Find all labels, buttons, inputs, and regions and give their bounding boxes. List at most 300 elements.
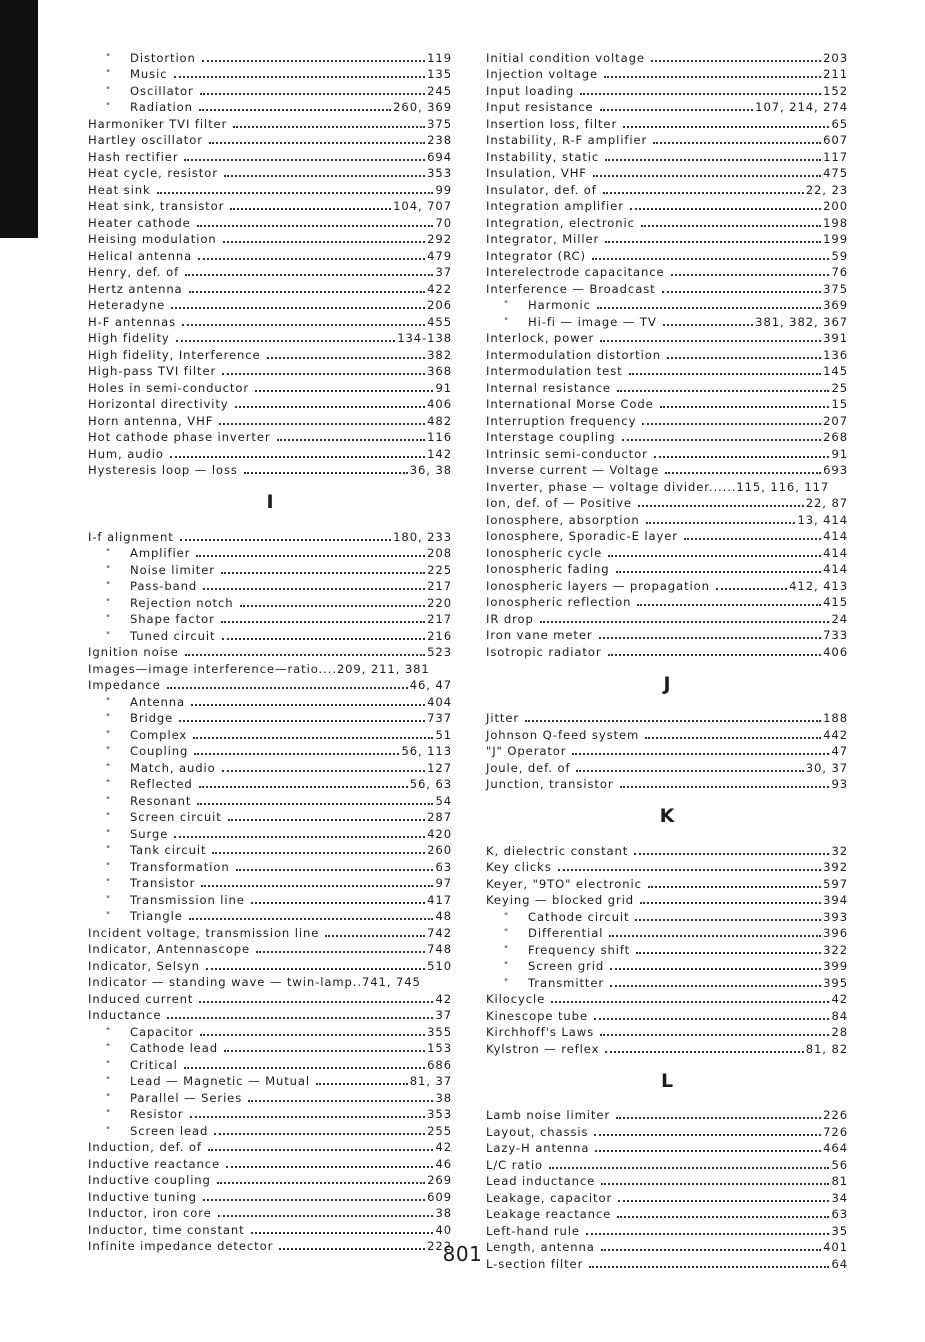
dot-leader	[200, 1034, 425, 1036]
ditto-mark: "	[106, 614, 112, 624]
page-reference: 510	[427, 958, 452, 973]
index-term: High fidelity, Interference	[88, 347, 261, 362]
dot-leader	[256, 951, 425, 953]
index-entry	[486, 477, 848, 494]
dot-leader	[605, 159, 821, 161]
dot-leader	[200, 93, 425, 95]
index-term: Bridge	[130, 711, 174, 725]
index-term: Intermodulation test	[486, 364, 623, 378]
index-term: Leakage reactance	[486, 1207, 612, 1221]
index-term: Injection voltage	[486, 67, 599, 81]
ditto-mark: "	[106, 1059, 112, 1070]
dot-leader	[597, 307, 821, 309]
page-reference: 142	[427, 446, 452, 461]
dot-leader	[224, 175, 425, 177]
index-entry	[88, 923, 452, 940]
index-term: Distortion	[130, 50, 196, 65]
dot-leader	[620, 786, 830, 788]
index-term: Input loading	[486, 83, 575, 98]
index-term: Left-hand rule	[486, 1223, 580, 1238]
dot-leader	[636, 952, 821, 954]
index-term: Ionosphere, absorption	[486, 512, 640, 527]
index-term: Horizontal directivity	[88, 397, 229, 411]
index-entry	[486, 1139, 848, 1156]
ditto-mark: "	[106, 878, 112, 888]
index-term: Incident voltage, transmission line	[88, 925, 320, 940]
index-subentry	[88, 98, 452, 115]
dot-leader	[640, 902, 821, 904]
dot-leader	[214, 1133, 425, 1135]
index-term: Holes in semi-conductor	[88, 380, 250, 395]
dot-leader	[609, 935, 821, 937]
dot-leader	[201, 885, 433, 887]
index-term: Key clicks	[486, 860, 552, 874]
index-term: International Morse Code	[486, 397, 654, 411]
page-reference: 54	[435, 793, 452, 808]
section-letter-heading: I	[266, 491, 274, 513]
ditto-mark: "	[106, 1125, 112, 1136]
index-term: Transformation	[130, 859, 230, 874]
page-reference: 84	[831, 1008, 848, 1023]
index-subentry	[88, 593, 452, 610]
index-subentry	[88, 742, 452, 759]
page-reference: 226	[823, 1108, 848, 1122]
page-reference: 153	[427, 1041, 452, 1055]
dot-leader	[244, 472, 408, 474]
index-term: Capacitor	[130, 1024, 194, 1039]
index-term: Heteradyne	[88, 298, 166, 312]
dot-leader	[638, 505, 804, 507]
index-entry	[88, 147, 452, 164]
ditto-mark: "	[504, 911, 510, 922]
index-entry	[486, 891, 848, 908]
index-subentry	[486, 907, 848, 924]
ditto-mark: "	[106, 762, 112, 773]
page-reference: 42	[831, 992, 848, 1006]
index-entry	[486, 263, 848, 280]
dot-leader	[600, 1034, 829, 1036]
dot-leader	[576, 770, 803, 772]
ditto-mark: "	[504, 316, 510, 327]
ditto-mark: "	[106, 1076, 112, 1086]
page-reference: 81	[831, 1174, 848, 1188]
index-subentry	[88, 1121, 452, 1138]
index-subentry	[88, 1105, 452, 1122]
index-entry	[486, 164, 848, 181]
ditto-mark: "	[504, 944, 510, 955]
index-term: Ignition noise	[88, 645, 179, 659]
index-entry	[486, 609, 848, 626]
page-reference: 217	[427, 612, 452, 626]
index-term: Resistor	[130, 1107, 184, 1121]
ditto-mark: "	[106, 69, 112, 79]
page-reference: 46	[435, 1156, 452, 1171]
index-entry	[486, 362, 848, 379]
dot-leader	[608, 555, 821, 557]
index-entry	[486, 874, 848, 891]
page-reference: 116	[427, 430, 452, 444]
index-term: Oscillator	[130, 83, 194, 98]
page-reference: 42	[435, 1140, 452, 1154]
dot-leader	[223, 241, 426, 243]
dot-leader	[197, 225, 434, 227]
index-entry	[88, 345, 452, 362]
page-reference: 396	[823, 926, 848, 940]
index-term: Induction, def. of	[88, 1140, 202, 1154]
index-term: Tank circuit	[130, 843, 207, 857]
dot-leader	[196, 555, 425, 557]
dot-leader	[600, 340, 821, 342]
index-term: Input resistance	[486, 100, 594, 114]
index-entry	[486, 345, 848, 362]
index-subentry	[88, 626, 452, 643]
page-reference: 198	[823, 215, 848, 230]
index-term: Ion, def. of — Positive	[486, 496, 632, 510]
dot-leader	[199, 109, 391, 111]
index-entry	[486, 444, 848, 461]
page-reference: 391	[823, 331, 848, 345]
page-reference: 523	[427, 645, 452, 659]
index-term: Hash rectifier	[88, 149, 179, 164]
dot-leader	[663, 324, 753, 326]
dot-leader	[190, 1116, 426, 1118]
dot-leader	[648, 886, 821, 888]
index-term: Inductive tuning	[88, 1189, 197, 1204]
page-reference: 117	[823, 149, 848, 164]
dot-leader	[604, 76, 821, 78]
index-term: Indicator — standing wave — twin-lamp..741, 745	[88, 975, 421, 989]
dot-leader	[251, 902, 425, 904]
index-entry	[486, 841, 848, 858]
dot-leader	[617, 390, 830, 392]
ditto-mark: "	[106, 597, 112, 608]
page-reference: 38	[435, 1090, 452, 1105]
page-reference: 464	[823, 1141, 848, 1155]
index-entry	[486, 213, 848, 230]
index-term: High-pass TVI filter	[88, 364, 217, 378]
page-reference: 245	[427, 83, 452, 98]
page-reference: 24	[831, 611, 848, 626]
page-reference: 292	[427, 232, 452, 246]
dot-leader	[580, 93, 821, 95]
index-entry	[486, 1006, 848, 1023]
page-reference: 686	[427, 1057, 452, 1072]
dot-leader	[267, 357, 426, 359]
page-reference: 91	[435, 380, 452, 395]
page-reference: 412, 413	[789, 578, 848, 593]
page-reference: 188	[823, 711, 848, 725]
index-subentry	[88, 48, 452, 65]
page-reference: 207	[823, 413, 848, 428]
dot-leader	[525, 720, 821, 722]
page-reference: 136	[823, 347, 848, 362]
dot-leader	[642, 423, 821, 425]
dot-leader	[208, 1149, 434, 1151]
page-reference: 152	[823, 83, 848, 98]
page-reference: 99	[435, 182, 452, 197]
dot-leader	[316, 1083, 408, 1085]
index-subentry	[88, 65, 452, 82]
dot-leader	[219, 423, 425, 425]
index-term: Ionospheric fading	[486, 562, 610, 576]
index-term: Hysteresis loop — loss	[88, 463, 238, 477]
index-term: Inductive reactance	[88, 1156, 221, 1171]
index-term: Henry, def. of	[88, 265, 180, 279]
dot-leader	[209, 142, 425, 144]
index-entry	[88, 197, 452, 214]
dot-leader	[325, 935, 425, 937]
ditto-mark: "	[106, 729, 112, 740]
page-reference: 56, 63	[409, 777, 452, 791]
index-entry	[88, 1187, 452, 1204]
page-reference: 13, 414	[797, 512, 848, 527]
index-entry	[486, 510, 848, 527]
index-entry	[88, 428, 452, 445]
index-term: Integration, electronic	[486, 215, 635, 230]
page-reference: 36, 38	[409, 463, 452, 477]
index-entry	[88, 676, 452, 693]
index-entry	[486, 1155, 848, 1172]
index-subentry	[88, 560, 452, 577]
index-entry	[486, 428, 848, 445]
page-reference: 97	[435, 876, 452, 890]
index-entry	[88, 461, 452, 478]
index-entry	[88, 444, 452, 461]
index-entry	[486, 180, 848, 197]
dot-leader	[235, 406, 426, 408]
index-term: High fidelity	[88, 331, 170, 345]
index-subentry	[88, 709, 452, 726]
dot-leader	[617, 1216, 829, 1218]
dot-leader	[174, 76, 426, 78]
index-term: Heat cycle, resistor	[88, 166, 218, 180]
dot-leader	[236, 869, 434, 871]
dot-leader	[255, 390, 433, 392]
index-term: Kinescope tube	[486, 1008, 588, 1023]
dot-leader	[185, 654, 425, 656]
index-subentry	[486, 924, 848, 941]
index-subentry	[88, 857, 452, 874]
index-entry	[486, 65, 848, 82]
index-entry	[88, 1171, 452, 1188]
index-term: Initial condition voltage	[486, 50, 645, 65]
dot-leader	[610, 968, 821, 970]
index-entry	[88, 114, 452, 131]
page-reference: 694	[427, 149, 452, 164]
index-subentry	[88, 758, 452, 775]
index-entry	[88, 1154, 452, 1171]
dot-leader	[662, 291, 822, 293]
index-term: Harmonic	[528, 298, 591, 312]
index-term: Keyer, "9TO" electronic	[486, 876, 642, 891]
page-reference: 726	[823, 1124, 848, 1139]
dot-leader	[595, 1150, 821, 1152]
index-term: Layout, chassis	[486, 1124, 589, 1139]
ditto-mark: "	[106, 52, 112, 63]
page-reference: 37	[435, 1008, 452, 1022]
ditto-mark: "	[106, 746, 112, 756]
index-term: Internal resistance	[486, 380, 611, 395]
ditto-mark: "	[106, 779, 112, 789]
page-reference: 134-138	[397, 331, 452, 345]
ditto-mark: "	[504, 977, 510, 988]
index-term: Screen lead	[130, 1123, 209, 1138]
index-term: Indicator, Selsyn	[88, 958, 200, 973]
dot-leader	[593, 175, 821, 177]
page-reference: 260, 369	[393, 100, 452, 114]
dot-leader	[645, 737, 821, 739]
index-term: Tuned circuit	[130, 628, 216, 643]
page-reference: 81, 82	[805, 1041, 848, 1056]
page-reference: 59	[831, 248, 848, 263]
index-entry	[88, 279, 452, 296]
index-term: Surge	[130, 826, 169, 841]
index-entry	[88, 246, 452, 263]
page-reference: 56, 113	[401, 744, 452, 758]
index-term: IR drop	[486, 611, 534, 626]
page-reference: 34	[831, 1190, 848, 1205]
page-reference: 15	[831, 397, 848, 411]
index-term: Ionosphere, Sporadic-E layer	[486, 529, 678, 543]
page-reference: 404	[427, 694, 452, 709]
dot-leader	[592, 258, 830, 260]
index-entry	[486, 560, 848, 577]
index-term: K, dielectric constant	[486, 843, 629, 858]
index-term: Inductor, time constant	[88, 1222, 245, 1237]
dot-leader	[654, 456, 830, 458]
index-term: Inductor, iron core	[88, 1206, 212, 1220]
index-entry	[486, 197, 848, 214]
page-reference: 35	[831, 1223, 848, 1238]
index-entry	[88, 362, 452, 379]
ditto-mark: "	[504, 300, 510, 310]
index-term: Johnson Q-feed system	[486, 727, 640, 742]
page-reference: 392	[823, 860, 848, 874]
dot-leader	[184, 159, 425, 161]
ditto-mark: "	[106, 1092, 112, 1103]
index-subentry	[486, 973, 848, 990]
dot-leader	[610, 985, 821, 987]
index-term: Pass-band	[130, 579, 198, 593]
index-subentry	[88, 907, 452, 924]
index-entry	[486, 147, 848, 164]
index-term: Isotropic radiator	[486, 644, 602, 659]
index-subentry	[88, 1072, 452, 1089]
dot-leader	[623, 126, 829, 128]
index-entry	[88, 940, 452, 957]
ditto-mark: "	[106, 581, 112, 591]
index-entry	[88, 395, 452, 412]
dot-leader	[170, 456, 425, 458]
page-reference: 81, 37	[409, 1074, 452, 1088]
page-reference: 597	[823, 876, 848, 891]
dot-leader	[641, 225, 821, 227]
dot-leader	[549, 1167, 829, 1169]
index-term: Harmoniker TVI filter	[88, 116, 228, 131]
page-reference: 25	[831, 380, 848, 395]
index-term: Hi-fi — image — TV	[528, 314, 657, 329]
index-term: Shape factor	[130, 612, 215, 626]
page-reference: 222	[427, 1239, 452, 1253]
page-reference: 260	[427, 843, 452, 857]
page-reference: 287	[427, 810, 452, 824]
page-reference: 742	[427, 925, 452, 940]
index-term: Induced current	[88, 991, 194, 1006]
page-reference: 238	[427, 133, 452, 147]
section-letter-heading: L	[660, 1069, 674, 1092]
dot-leader	[605, 1051, 803, 1053]
index-entry	[88, 263, 452, 280]
index-subentry	[88, 1039, 452, 1056]
index-subentry	[88, 610, 452, 627]
index-entry	[88, 527, 452, 544]
page-reference: 414	[823, 529, 848, 543]
index-term: Jitter	[486, 711, 520, 725]
index-term: Integrator (RC)	[486, 248, 586, 263]
page-reference: 22, 87	[805, 496, 848, 510]
index-entry	[486, 626, 848, 643]
index-term: Interruption frequency	[486, 413, 637, 428]
index-subentry	[88, 874, 452, 891]
dot-leader	[218, 1215, 434, 1217]
index-term: Integration amplifier	[486, 199, 624, 213]
page-reference: 63	[435, 859, 452, 874]
dot-leader	[189, 918, 434, 920]
page-reference: 355	[427, 1024, 452, 1039]
index-term: Complex	[130, 727, 188, 742]
dot-leader	[197, 803, 433, 805]
index-entry	[88, 131, 452, 148]
ditto-mark: "	[106, 1026, 112, 1037]
dot-leader	[653, 142, 821, 144]
index-term: Heat sink, transistor	[88, 199, 225, 213]
index-entry	[486, 758, 848, 775]
index-subentry	[486, 312, 848, 329]
index-term: Resonant	[130, 793, 192, 808]
index-term: Inductance	[88, 1008, 162, 1022]
page-reference: 382	[427, 347, 452, 362]
index-column-left	[88, 48, 452, 1253]
index-entry	[486, 990, 848, 1007]
dot-leader	[599, 637, 822, 639]
index-term: Differential	[528, 926, 604, 940]
index-entry	[486, 1205, 848, 1222]
page-reference: 64	[831, 1256, 848, 1271]
index-term: Insertion loss, filter	[486, 116, 618, 131]
index-term: Insulator, def. of	[486, 182, 597, 197]
index-entry	[486, 725, 848, 742]
dot-leader	[199, 786, 408, 788]
index-entry	[486, 1039, 848, 1056]
page-reference: 399	[823, 959, 848, 973]
ditto-mark: "	[106, 894, 112, 905]
page-reference: 369	[823, 298, 848, 312]
page-reference: 63	[831, 1207, 848, 1221]
dot-leader	[586, 1233, 830, 1235]
dot-leader	[616, 1117, 821, 1119]
index-term: Interference — Broadcast	[486, 281, 656, 296]
dot-leader	[194, 753, 399, 755]
index-entry	[486, 1122, 848, 1139]
index-term: H-F antennas	[88, 314, 177, 329]
page-reference: 211	[823, 67, 848, 81]
index-term: Hot cathode phase inverter	[88, 430, 271, 444]
index-entry	[486, 48, 848, 65]
dot-leader	[637, 604, 821, 606]
page-reference: 104, 707	[393, 199, 452, 213]
index-term: Amplifier	[130, 546, 191, 560]
index-subentry	[88, 1022, 452, 1039]
